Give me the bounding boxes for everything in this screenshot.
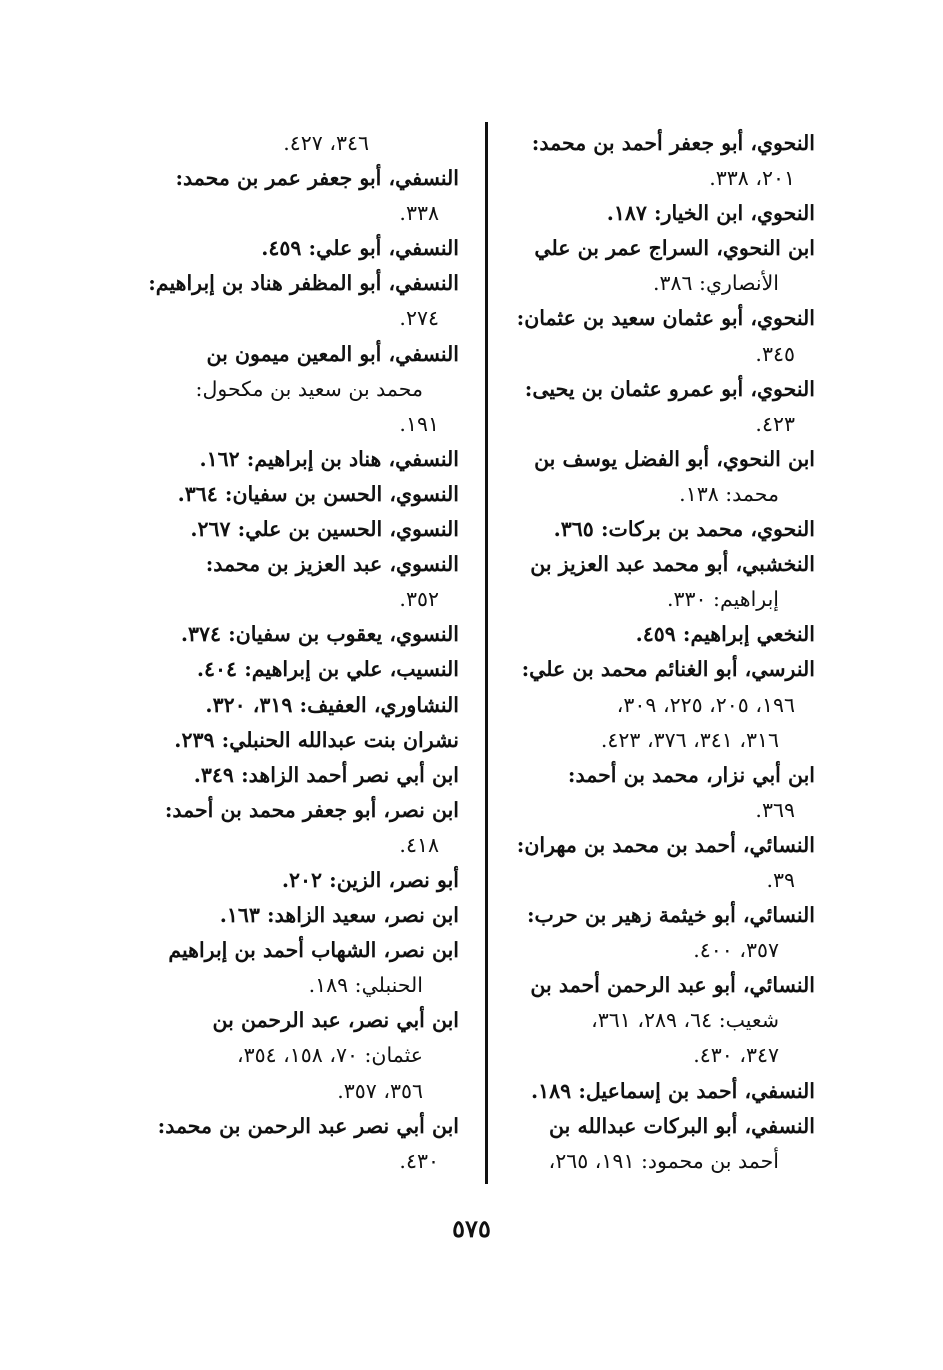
index-line: النسائي، أبو عبد الرحمن أحمد بن	[530, 973, 815, 998]
index-line: الحنبلي: ١٨٩.	[308, 973, 423, 998]
index-line: النحوي، أبو عمرو عثمان بن يحيى:	[524, 376, 815, 401]
index-line: ابن النحوي، السراج عمر بن علي	[534, 236, 815, 261]
index-line: النسوي، الحسن بن سفيان: ٣٦٤.	[177, 481, 459, 506]
index-line: النحوي، أبو جعفر أحمد بن محمد:	[531, 131, 815, 155]
index-line: ٣٤٧، ٤٣٠.	[693, 1043, 779, 1068]
page-number: ٥٧٥	[452, 1214, 491, 1243]
index-line: ٢٧٤.	[399, 306, 439, 331]
index-line: النسفي، أبو المعين ميمون بن	[206, 341, 459, 366]
index-line: ابن نصر، الشهاب أحمد بن إبراهيم	[168, 938, 459, 963]
index-line: ابن نصر، سعيد الزاهد: ١٦٣.	[219, 903, 459, 928]
index-line: النحوي، أبو عثمان سعيد بن عثمان:	[516, 306, 815, 331]
index-line: النسوي، يعقوب بن سفيان: ٣٧٤.	[180, 622, 459, 647]
index-line: النسفي، هناد بن إبراهيم: ١٦٢.	[199, 446, 459, 471]
index-line: نشران بنت عبدالله الحنبلي: ٢٣٩.	[174, 727, 459, 752]
index-line: أبو نصر، الزين: ٢٠٢.	[281, 867, 459, 892]
index-line: ابن النحوي، أبو الفضل يوسف بن	[534, 446, 815, 471]
index-line: محمد بن سعيد بن مكحول:	[195, 376, 423, 401]
index-line: إبراهيم: ٣٣٠.	[666, 587, 779, 612]
index-line: النسائي، أبو خيثمة زهير بن حرب:	[526, 903, 815, 928]
index-line: ١٩٦، ٢٠٥، ٢٢٥، ٣٠٩،	[616, 692, 795, 717]
index-line: عثمان: ٧٠، ١٥٨، ٣٥٤،	[236, 1043, 423, 1068]
column-divider	[485, 122, 488, 1184]
index-line: النسوي، عبد العزيز بن محمد:	[205, 552, 459, 577]
index-line: ٢٠١، ٣٣٨.	[709, 166, 795, 191]
index-line: النسفي، أبو جعفر عمر بن محمد:	[175, 166, 459, 191]
index-line: ٣٥٢.	[399, 587, 439, 612]
index-line: ٣٥٧، ٤٠٠.	[693, 938, 779, 963]
index-line: ابن أبي نصر أحمد الزاهد: ٣٤٩.	[193, 762, 459, 787]
index-line: الأنصاري: ٣٨٦.	[652, 271, 779, 296]
index-line: ٤٢٣.	[755, 411, 795, 436]
index-line: النسفي، أحمد بن إسماعيل: ١٨٩.	[531, 1078, 815, 1103]
index-line: النشاوري، العفيف: ٣١٩، ٣٢٠.	[205, 692, 459, 717]
index-line: ٣٦٩.	[755, 797, 795, 822]
index-line: النسائي، أحمد بن محمد بن مهران:	[516, 832, 815, 857]
index-line: النحوي، ابن الخيار: ١٨٧.	[606, 201, 815, 226]
index-line: النخشبي، أبو محمد عبد العزيز بن	[530, 552, 815, 577]
index-line: ابن نصر، أبو جعفر محمد بن أحمد:	[164, 797, 459, 822]
index-line: ٣١٦، ٣٤١، ٣٧٦، ٤٢٣.	[600, 727, 779, 752]
index-line: النسفي، أبو البركات عبدالله بن	[549, 1113, 815, 1138]
index-line: شعيب: ٦٤، ٢٨٩، ٣٦١،	[591, 1008, 779, 1033]
index-line: النسفي، أبو المظفر هناد بن إبراهيم:	[148, 271, 459, 296]
index-column-right	[515, 126, 815, 1179]
index-line: النحوي، محمد بن بركات: ٣٦٥.	[553, 517, 815, 542]
index-line: ٣٣٨.	[399, 201, 439, 226]
index-line: ١٩١.	[399, 411, 439, 436]
index-line: ٣٩.	[766, 867, 795, 892]
index-line: ابن أبي نصر عبد الرحمن بن محمد:	[157, 1113, 459, 1138]
index-line: ٣٥٦، ٣٥٧.	[337, 1078, 423, 1103]
index-line: ٣٤٦، ٤٢٧.	[283, 131, 369, 155]
index-column-left	[129, 126, 459, 1179]
index-line: النخعي إبراهيم: ٤٥٩.	[635, 622, 815, 647]
index-line: ابن أبي نزار، محمد بن أحمد:	[567, 762, 815, 787]
index-line: ابن أبي نصر، عبد الرحمن بن	[212, 1008, 459, 1033]
index-line: أحمد بن محمود: ١٩١، ٢٦٥،	[548, 1148, 779, 1173]
index-line: ٣٤٥.	[755, 341, 795, 366]
index-line: ٤١٨.	[399, 832, 439, 857]
index-line: النسوي، الحسين بن علي: ٢٦٧.	[190, 517, 459, 542]
index-line: محمد: ١٣٨.	[679, 481, 779, 506]
index-line: النسيب، علي بن إبراهيم: ٤٠٤.	[196, 657, 459, 682]
index-line: النسفي، أبو علي: ٤٥٩.	[261, 236, 459, 261]
index-line: ٤٣٠.	[399, 1148, 439, 1173]
index-line: النرسي، أبو الغنائم محمد بن علي:	[521, 657, 815, 682]
